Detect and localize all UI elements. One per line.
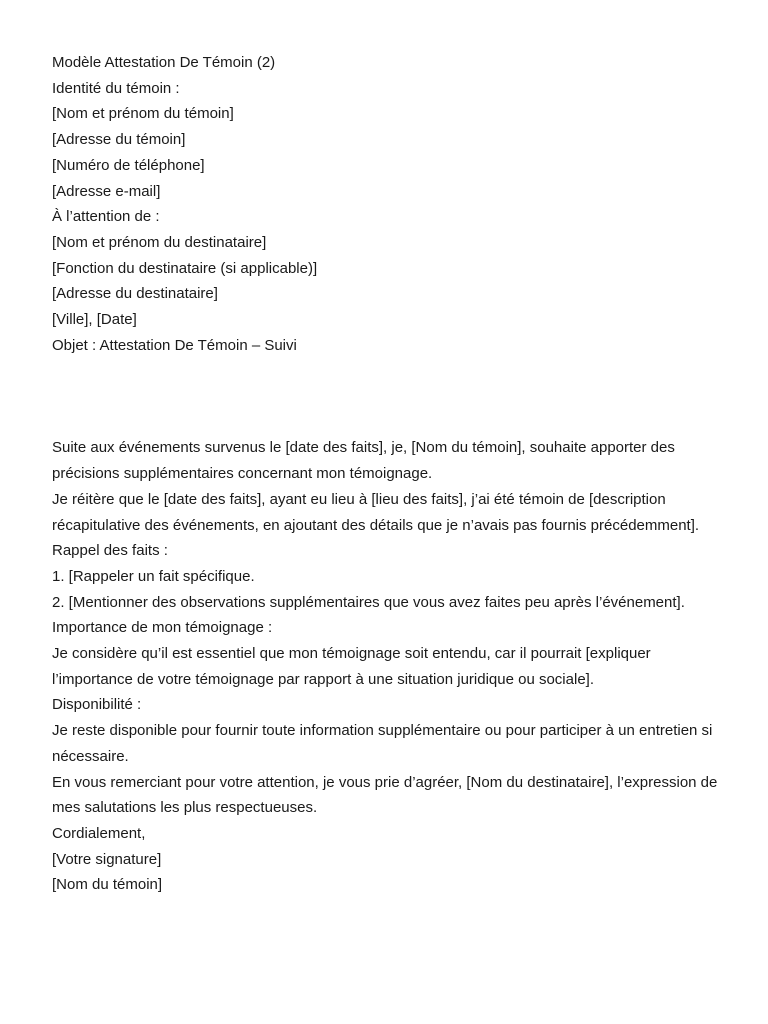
- closing-paragraph: En vous remerciant pour votre attention, je vous prie d’agréer, [Nom du destinataire], l’expression de mes salutations les plus respectueuses.: [52, 773, 718, 817]
- availability-heading: Disponibilité :: [52, 696, 142, 714]
- recipient-name: [Nom et prénom du destinataire]: [52, 233, 267, 251]
- letter-document: [52, 50, 732, 898]
- recipient-address: [Adresse du destinataire]: [52, 285, 218, 303]
- importance-heading: Importance de mon témoignage :: [52, 619, 273, 637]
- witness-email: [Adresse e-mail]: [52, 182, 161, 200]
- signature-placeholder: [Votre signature]: [52, 850, 162, 868]
- blank-space: [52, 358, 732, 435]
- recipient-function: [Fonction du destinataire (si applicable)]: [52, 259, 318, 277]
- attention-label: À l’attention de :: [52, 208, 160, 226]
- witness-identity-label: Identité du témoin :: [52, 79, 180, 97]
- city-date: [Ville], [Date]: [52, 311, 137, 329]
- intro-paragraph: Suite aux événements survenus le [date des faits], je, [Nom du témoin], souhaite apporter des précisions supplémentaires concernant mon témoignage.: [52, 439, 675, 483]
- importance-paragraph: Je considère qu’il est essentiel que mon témoignage soit entendu, car il pourrait [expliquer l’importance de votre témoignage par rapport à une situation juridique ou sociale].: [52, 645, 651, 688]
- sign-off: Cordialement,: [52, 824, 146, 842]
- witness-name-footer: [Nom du témoin]: [52, 876, 163, 894]
- document-title: Modèle Attestation De Témoin (2): [52, 54, 276, 71]
- witness-phone: [Numéro de téléphone]: [52, 156, 205, 174]
- availability-paragraph: Je reste disponible pour fournir toute information supplémentaire ou pour participer à un entretien si nécessaire.: [52, 722, 713, 765]
- witness-address: [Adresse du témoin]: [52, 131, 186, 149]
- reiteration-paragraph: Je réitère que le [date des faits], ayant eu lieu à [lieu des faits], j’ai été témoin de [description récapitulative des événements, en ajoutant des détails que je n’avais pas fournis précédemment].: [52, 490, 700, 534]
- witness-name: [Nom et prénom du témoin]: [52, 105, 234, 123]
- facts-heading: Rappel des faits :: [52, 542, 168, 560]
- fact-item-2: 2. [Mentionner des observations supplémentaires que vous avez faites peu après l’événement].: [52, 593, 685, 611]
- subject-line: Objet : Attestation De Témoin – Suivi: [52, 336, 297, 354]
- fact-item-1: 1. [Rappeler un fait spécifique.: [52, 567, 255, 585]
